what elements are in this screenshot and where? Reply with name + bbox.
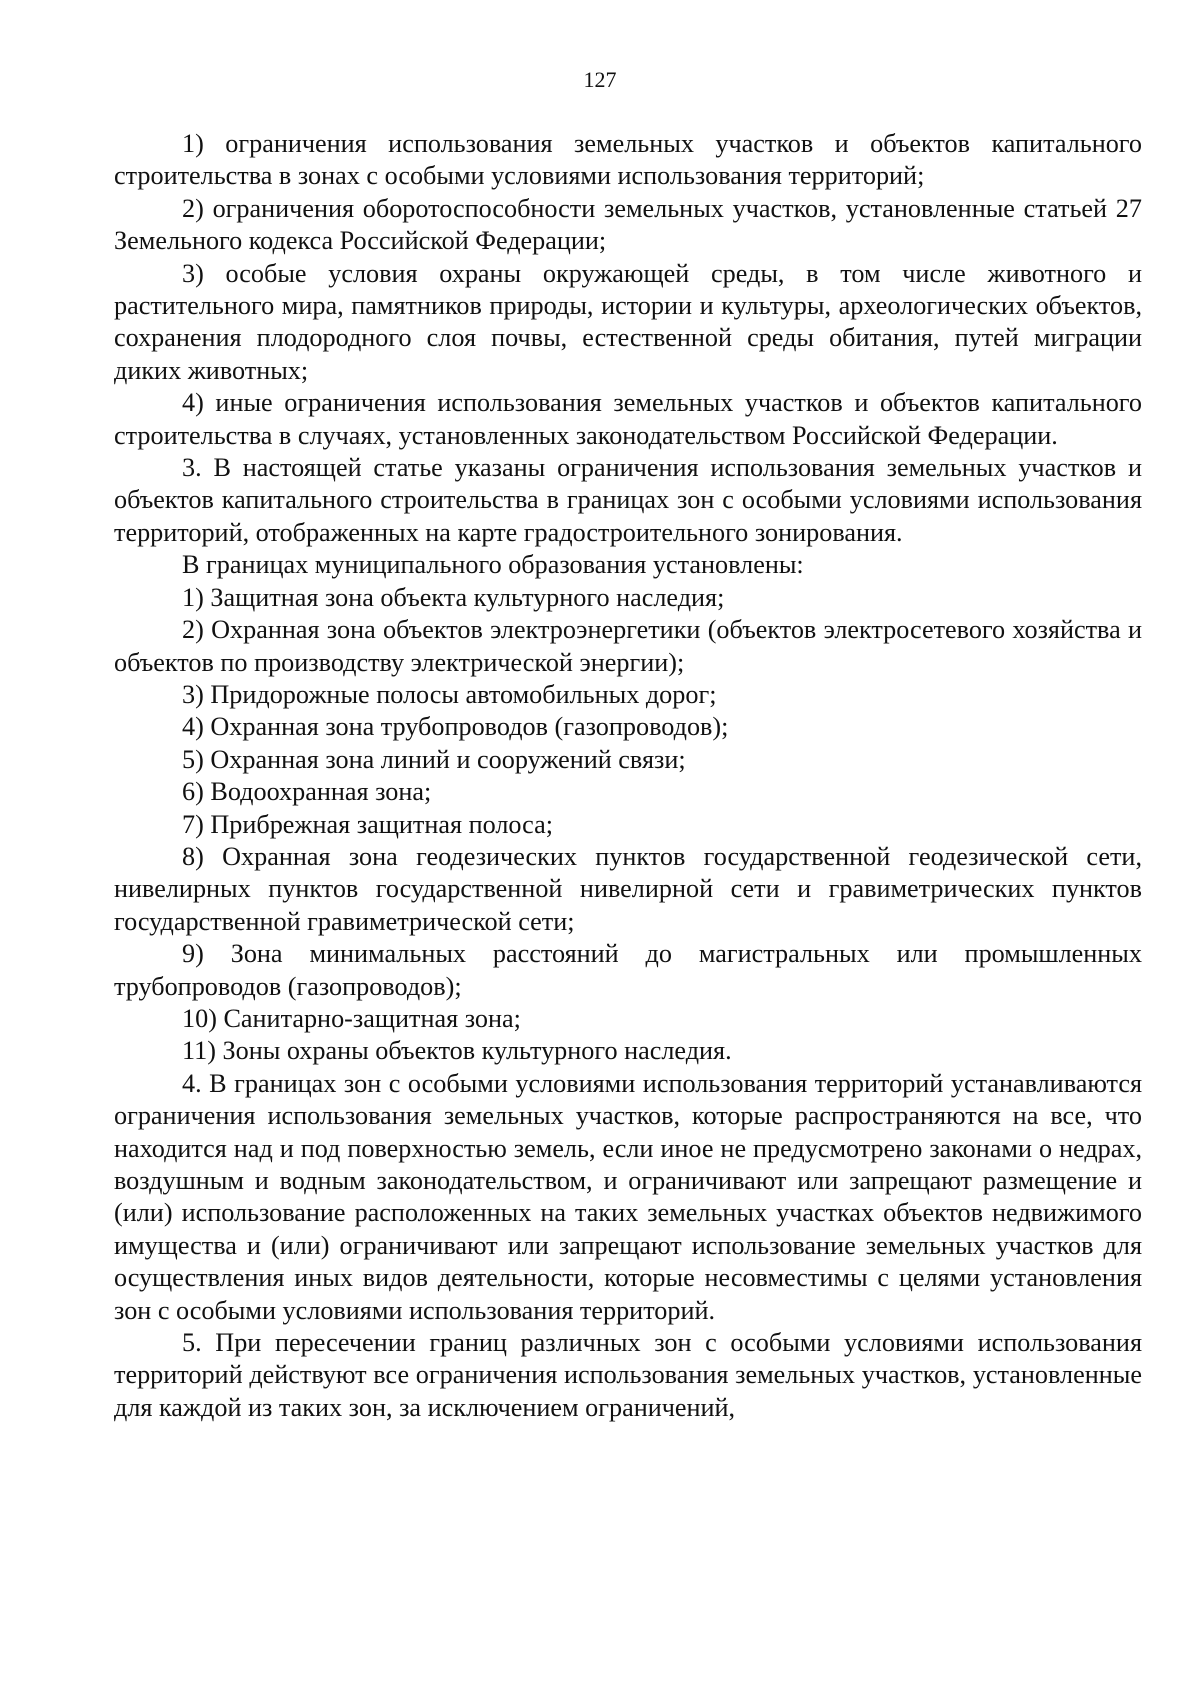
document-body	[114, 128, 1142, 1424]
list-item-zone-7: 7) Прибрежная защитная полоса;	[182, 809, 553, 839]
paragraph-restrictions-2: 2) ограничения оборотоспособности земельных участков, установленные статьей 27 Земельного кодекса Российской Федерации;	[114, 193, 1142, 256]
list-item-zone-1: 1) Защитная зона объекта культурного наследия;	[182, 582, 725, 612]
paragraph-section-3: 3. В настоящей статье указаны ограничения использования земельных участков и объектов капитального строительства в границах зон с особыми условиями использования территорий, отображенных на карте градостроительного зонирования.	[114, 453, 1142, 547]
list-item-zone-2: 2) Охранная зона объектов электроэнергетики (объектов электросетевого хозяйства и объектов по производству электрической энергии);	[114, 615, 1142, 677]
list-item-zone-6: 6) Водоохранная зона;	[182, 777, 432, 807]
list-item-zone-3: 3) Придорожные полосы автомобильных дорог;	[182, 679, 717, 709]
paragraph-established-intro: В границах муниципального образования установлены:	[182, 550, 804, 580]
paragraph-restrictions-3: 3) особые условия охраны окружающей среды, в том числе животного и растительного мира, памятников природы, истории и культуры, археологических объектов, сохранения плодородного слоя почвы, естественной среды обитания, путей миграции диких животных;	[114, 258, 1142, 385]
list-item-zone-9: 9) Зона минимальных расстояний до магистральных или промышленных трубопроводов (газопроводов);	[114, 939, 1142, 1001]
list-item-zone-11: 11) Зоны охраны объектов культурного наследия.	[182, 1036, 732, 1066]
list-item-zone-10: 10) Санитарно-защитная зона;	[182, 1003, 521, 1033]
paragraph-section-5: 5. При пересечении границ различных зон с особыми условиями использования территорий действуют все ограничения использования земельных участков, установленные для каждой из таких зон, за исключением ограничений,	[114, 1328, 1142, 1422]
list-item-zone-5: 5) Охранная зона линий и сооружений связи;	[182, 744, 686, 774]
paragraph-restrictions-1: 1) ограничения использования земельных участков и объектов капитального строительства в зонах с особыми условиями использования территорий;	[114, 129, 1142, 191]
page-number: 127	[583, 67, 617, 92]
list-item-zone-4: 4) Охранная зона трубопроводов (газопроводов);	[182, 712, 729, 742]
paragraph-restrictions-4: 4) иные ограничения использования земельных участков и объектов капитального строительства в случаях, установленных законодательством Российской Федерации.	[114, 388, 1142, 450]
list-item-zone-8: 8) Охранная зона геодезических пунктов государственной геодезической сети, нивелирных пунктов государственной нивелирной сети и гравиметрических пунктов государственной гравиметрической сети;	[114, 841, 1142, 936]
paragraph-section-4: 4. В границах зон с особыми условиями использования территорий устанавливаются ограничения использования земельных участков, которые распространяются на все, что находится над и под поверхностью земель, если иное не предусмотрено законами о недрах, воздушным и водным законодательством, и ограничивают или запрещают размещение и (или) использование расположенных на таких земельных участках объектов недвижимого имущества и (или) ограничивают или запрещают использование земельных участков для осуществления иных видов деятельности, которые несовместимы с целями установления зон с особыми условиями использования территорий.	[114, 1068, 1142, 1325]
